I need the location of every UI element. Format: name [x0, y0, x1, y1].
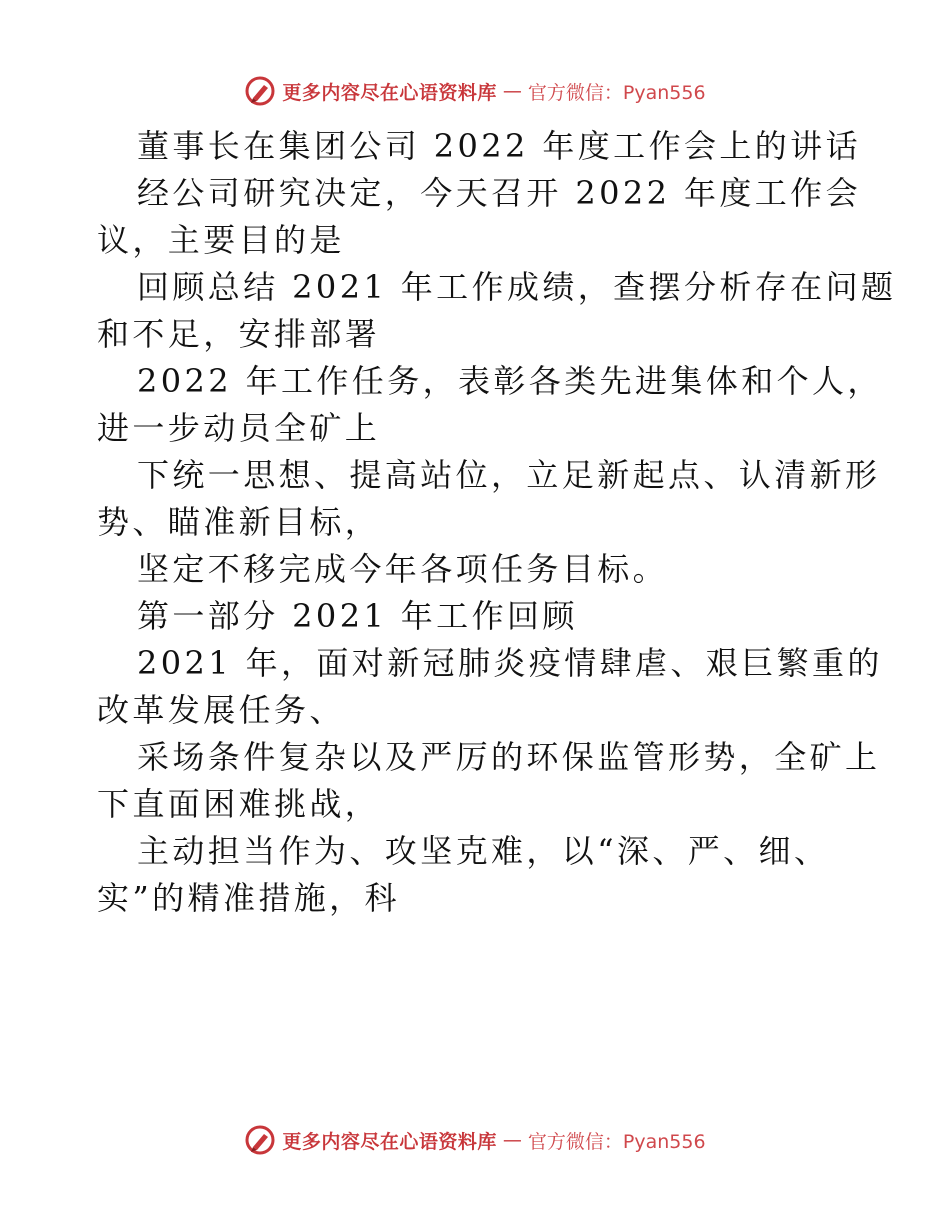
text-line: 经公司研究决定，今天召开 2022 年度工作会	[137, 174, 861, 212]
text-line: 2022 年工作任务，表彰各类先进集体和个人，	[137, 362, 883, 400]
watermark-text: 更多内容尽在心语资料库	[282, 81, 497, 104]
text-line: 董事长在集团公司 2022 年度工作会上的讲话	[137, 127, 861, 165]
text-line: 和不足，安排部署	[97, 315, 381, 353]
text-line: 进一步动员全矿上	[97, 409, 381, 447]
watermark-wechat: 官方微信：Pyan556	[527, 1130, 706, 1153]
text-line: 议，主要目的是	[97, 221, 345, 259]
text-line: 回顾总结 2021 年工作成绩，查摆分析存在问题	[137, 268, 897, 306]
text-line: 第一部分 2021 年工作回顾	[137, 597, 578, 635]
text-line: 2021 年，面对新冠肺炎疫情肆虐、艰巨繁重的	[137, 644, 883, 682]
document-body	[97, 123, 897, 922]
watermark-separator: —	[502, 80, 522, 102]
text-line: 主动担当作为、攻坚克难，以“深、严、细、	[137, 832, 830, 870]
text-line: 改革发展任务、	[97, 691, 345, 729]
watermark-separator: —	[502, 1129, 522, 1151]
pen-logo-icon	[244, 1124, 276, 1156]
header-watermark	[0, 71, 950, 111]
watermark-wechat: 官方微信：Pyan556	[527, 81, 706, 104]
text-line: 下直面困难挑战，	[97, 785, 381, 823]
watermark-text: 更多内容尽在心语资料库	[282, 1130, 497, 1153]
pen-logo-icon	[244, 75, 276, 107]
text-line: 采场条件复杂以及严厉的环保监管形势，全矿上	[137, 738, 881, 776]
text-line: 实”的精准措施，科	[97, 879, 400, 917]
footer-watermark	[0, 1120, 950, 1160]
text-line: 坚定不移完成今年各项任务目标。	[137, 550, 669, 588]
text-line: 势、瞄准新目标，	[97, 503, 381, 541]
text-line: 下统一思想、提高站位，立足新起点、认清新形	[137, 456, 881, 494]
